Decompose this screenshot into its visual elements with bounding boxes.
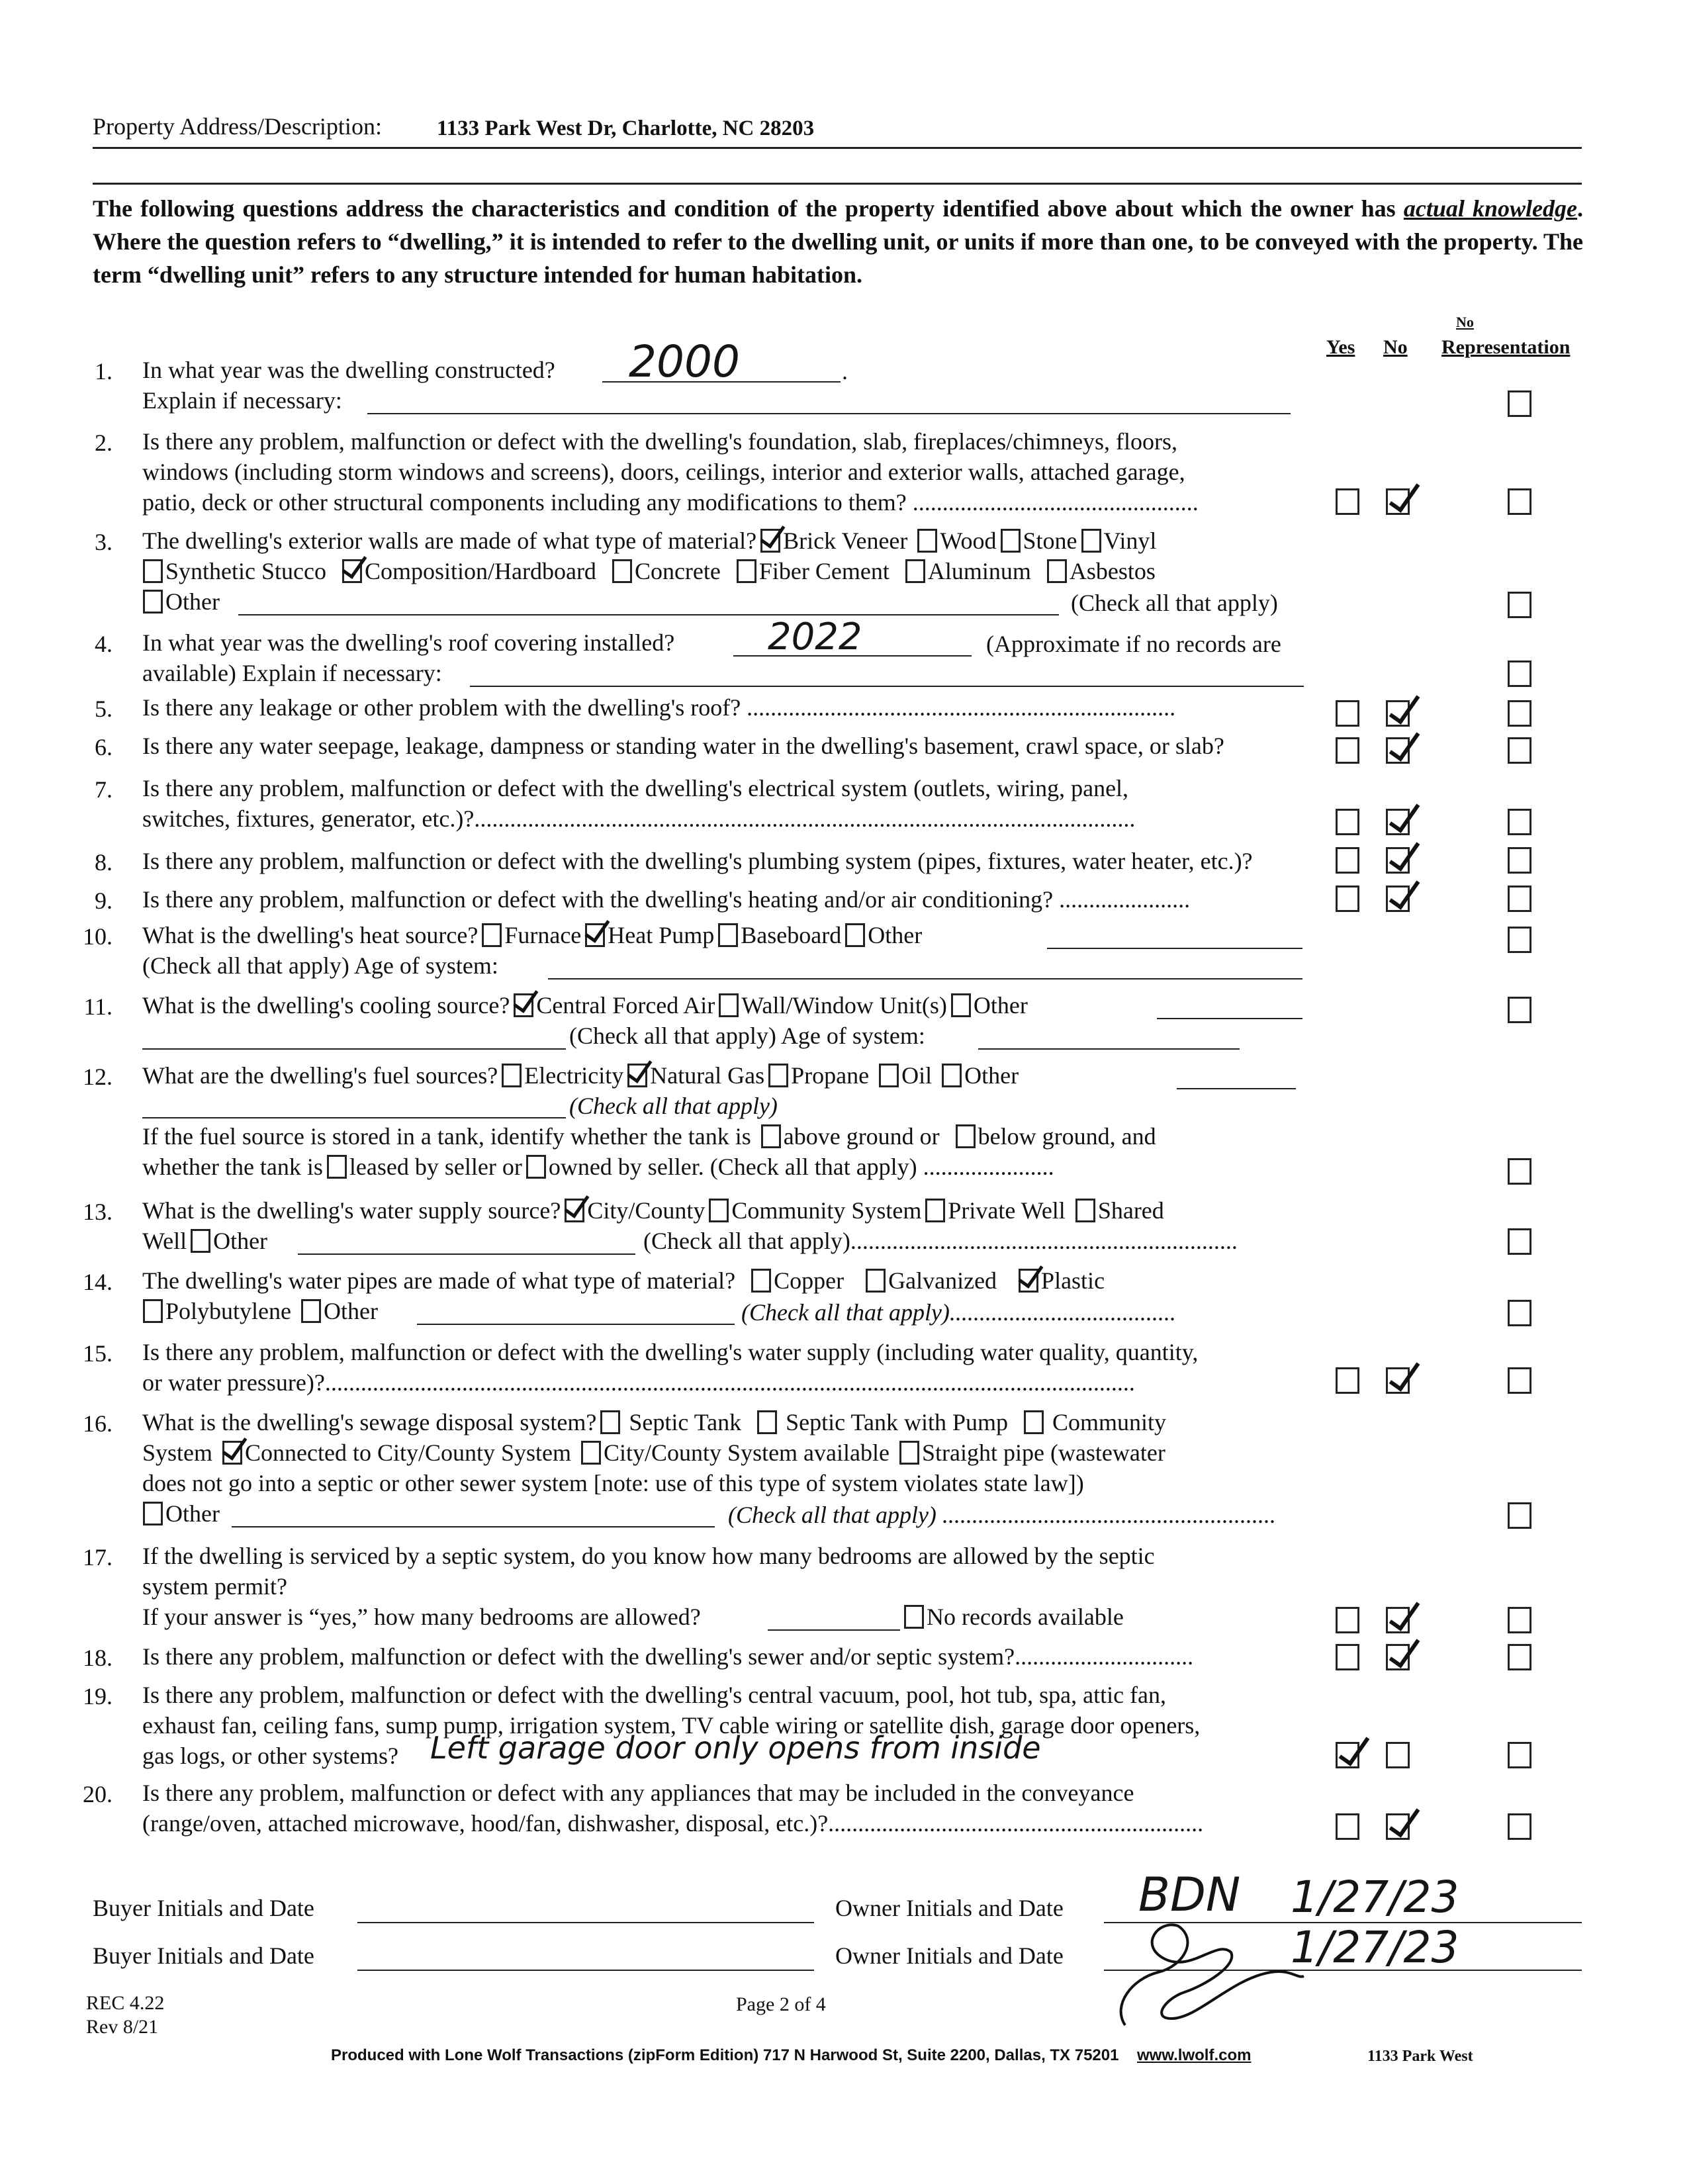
q13-num: 13. bbox=[83, 1199, 113, 1225]
q12-owned-label: owned by seller. (Check all that apply) ...................... bbox=[548, 1154, 1054, 1180]
q1-num: 1. bbox=[95, 358, 113, 385]
q16-septic-box[interactable] bbox=[600, 1410, 620, 1434]
q12-line4 bbox=[142, 1152, 1054, 1182]
q5-yes-box[interactable] bbox=[1336, 700, 1359, 727]
q17-norep-box[interactable] bbox=[1508, 1607, 1531, 1633]
q7-norep-box[interactable] bbox=[1508, 809, 1531, 835]
q14-poly-box[interactable] bbox=[143, 1299, 163, 1323]
q6-no-box[interactable] bbox=[1386, 737, 1410, 764]
header-rule bbox=[93, 147, 1582, 149]
q7-line1: Is there any problem, malfunction or defect with the dwelling's electrical system (outlets, wiring, panel, bbox=[142, 775, 1129, 801]
q11-line2: (Check all that apply) Age of system: bbox=[569, 1023, 925, 1049]
q16-num: 16. bbox=[83, 1410, 113, 1437]
address-value: 1133 Park West Dr, Charlotte, NC 28203 bbox=[437, 116, 815, 140]
q4-approx: (Approximate if no records are bbox=[986, 631, 1281, 657]
q7-line2: switches, fixtures, generator, etc.)?............................................................................................................... bbox=[142, 805, 1136, 832]
q12-other-label: Other bbox=[964, 1062, 1019, 1089]
q3-asbestos-box[interactable] bbox=[1047, 559, 1067, 583]
q12-gas-label: Natural Gas bbox=[650, 1062, 765, 1089]
q14-galv-box[interactable] bbox=[866, 1269, 886, 1293]
q12-norep-box[interactable] bbox=[1508, 1158, 1531, 1185]
q14-num: 14. bbox=[83, 1269, 113, 1295]
q12-elec-box[interactable] bbox=[502, 1064, 522, 1087]
q8-text: Is there any problem, malfunction or defect with the dwelling's plumbing system (pipes, fixtures, water heater, etc.)? bbox=[142, 848, 1253, 874]
page-number: Page 2 of 4 bbox=[736, 1993, 826, 2015]
q12-above-box[interactable] bbox=[761, 1124, 781, 1148]
q17-line2: system permit? bbox=[142, 1573, 287, 1600]
q10-line1 bbox=[142, 920, 922, 950]
q3-line2 bbox=[139, 556, 1156, 586]
q8-norep-box[interactable] bbox=[1508, 847, 1531, 874]
q16-line3: does not go into a septic or other sewer system [note: use of this type of system violates state law]) bbox=[142, 1470, 1084, 1496]
owner-initials-1: Owner Initials and Date bbox=[835, 1895, 1064, 1921]
q12-line1 bbox=[142, 1060, 1019, 1091]
q3-stone-label: Stone bbox=[1023, 527, 1077, 554]
q13-check: (Check all that apply)................................................................. bbox=[643, 1228, 1238, 1254]
q13-community-label: Community System bbox=[731, 1197, 922, 1224]
q3-check: (Check all that apply) bbox=[1071, 590, 1278, 616]
q15-num: 15. bbox=[83, 1340, 113, 1367]
q10-other-box[interactable] bbox=[845, 923, 865, 947]
q19-no-box[interactable] bbox=[1386, 1742, 1410, 1768]
q3-norep-box[interactable] bbox=[1508, 592, 1531, 618]
q10-age-line[interactable] bbox=[548, 978, 1302, 979]
q4-line2: available) Explain if necessary: bbox=[142, 660, 442, 686]
q11-other-label: Other bbox=[973, 992, 1028, 1019]
q2-line2: windows (including storm windows and screens), doors, ceilings, interior and exterior walls, attached garage, bbox=[142, 459, 1185, 485]
q11-other-line[interactable] bbox=[1157, 1018, 1302, 1019]
q12-oil-label: Oil bbox=[901, 1062, 933, 1089]
q16-cityavail-box[interactable] bbox=[581, 1441, 601, 1465]
q13-other-label: Other bbox=[213, 1228, 268, 1254]
address-label: Property Address/Description: bbox=[93, 113, 382, 140]
q7-num: 7. bbox=[95, 776, 113, 803]
q19-answer[interactable]: Left garage door only opens from inside bbox=[430, 1730, 1041, 1766]
q11-line1 bbox=[142, 990, 1028, 1021]
q13-other-line[interactable] bbox=[298, 1253, 635, 1255]
q11-age-line[interactable] bbox=[978, 1048, 1240, 1050]
q17-no-box[interactable] bbox=[1386, 1607, 1410, 1633]
q2-num: 2. bbox=[95, 430, 113, 456]
q15-line2: or water pressure)?........................................................................................................................................ bbox=[142, 1369, 1135, 1396]
buyer-initials-1-line[interactable] bbox=[357, 1922, 814, 1923]
q13-community-box[interactable] bbox=[709, 1199, 729, 1222]
q19-norep-box[interactable] bbox=[1508, 1742, 1531, 1768]
q4-norep-box[interactable] bbox=[1508, 660, 1531, 687]
q17-norecords-box[interactable] bbox=[904, 1605, 924, 1629]
q20-line2: (range/oven, attached microwave, hood/fan, dishwasher, disposal, etc.)?............................................................... bbox=[142, 1810, 1204, 1837]
q13-other-box[interactable] bbox=[191, 1229, 210, 1253]
q13-private-box[interactable] bbox=[925, 1199, 945, 1222]
q17-num: 17. bbox=[83, 1544, 113, 1570]
q12-whether-text: whether the tank is bbox=[142, 1154, 323, 1180]
q14-copper-label: Copper bbox=[774, 1267, 844, 1294]
q13-city-box[interactable] bbox=[565, 1199, 584, 1222]
q11-text: What is the dwelling's cooling source? bbox=[142, 992, 510, 1019]
q14-text: The dwelling's water pipes are made of what type of material? bbox=[142, 1267, 736, 1294]
q16-straight-label: Straight pipe (wastewater bbox=[921, 1439, 1165, 1466]
q3-stone-box[interactable] bbox=[1001, 529, 1021, 553]
q16-line2 bbox=[142, 1437, 1165, 1468]
q16-other-label: Other bbox=[165, 1500, 220, 1527]
q13-text: What is the dwelling's water supply source? bbox=[142, 1197, 561, 1224]
q16-line1 bbox=[142, 1407, 1166, 1437]
q16-text: What is the dwelling's sewage disposal system? bbox=[142, 1409, 597, 1435]
q16-connected-box[interactable] bbox=[222, 1441, 242, 1465]
q20-norep-box[interactable] bbox=[1508, 1813, 1531, 1840]
q12-below-box[interactable] bbox=[956, 1124, 976, 1148]
q16-other-box[interactable] bbox=[143, 1502, 163, 1525]
owner2-date[interactable]: 1/27/23 bbox=[1291, 1922, 1459, 1973]
col-norep: Representation bbox=[1441, 336, 1571, 358]
q12-other-line[interactable] bbox=[1177, 1088, 1296, 1089]
q13-city-label: City/County bbox=[587, 1197, 706, 1224]
q12-gas-box[interactable] bbox=[627, 1064, 647, 1087]
q18-no-box[interactable] bbox=[1386, 1644, 1410, 1670]
q9-yes-box[interactable] bbox=[1336, 886, 1359, 912]
q19-line3: gas logs, or other systems? bbox=[142, 1743, 398, 1769]
q3-concrete-box[interactable] bbox=[612, 559, 632, 583]
q17-norecords-label: No records available bbox=[927, 1604, 1124, 1630]
q16-system-label: System bbox=[142, 1439, 213, 1466]
file-name: 1133 Park West bbox=[1367, 2048, 1473, 2065]
q10-num: 10. bbox=[83, 923, 113, 950]
q13-norep-box[interactable] bbox=[1508, 1228, 1531, 1255]
q3-aluminum-label: Aluminum bbox=[927, 558, 1031, 584]
q16-line4 bbox=[139, 1498, 220, 1529]
q11-wall-label: Wall/Window Unit(s) bbox=[741, 992, 947, 1019]
intro-rule bbox=[93, 183, 1582, 185]
q10-line2: (Check all that apply) Age of system: bbox=[142, 952, 498, 979]
q12-line3 bbox=[142, 1121, 1156, 1152]
buyer-initials-2-line[interactable] bbox=[357, 1970, 814, 1971]
q3-comp-box[interactable] bbox=[342, 559, 362, 583]
q12-below-label: below ground, and bbox=[978, 1123, 1156, 1150]
q4-num: 4. bbox=[95, 631, 113, 657]
q5-num: 5. bbox=[95, 696, 113, 722]
q14-other-box[interactable] bbox=[301, 1299, 321, 1323]
q11-wall-box[interactable] bbox=[719, 993, 739, 1017]
q19-line1: Is there any problem, malfunction or defect with the dwelling's central vacuum, pool, hot tub, spa, attic fan, bbox=[142, 1682, 1167, 1708]
q18-yes-box[interactable] bbox=[1336, 1644, 1359, 1670]
q16-norep-box[interactable] bbox=[1508, 1502, 1531, 1529]
q17-line3: If your answer is “yes,” how many bedrooms are allowed? bbox=[142, 1604, 701, 1630]
q16-septic-label: Septic Tank bbox=[629, 1409, 742, 1435]
q11-other-line2[interactable] bbox=[142, 1048, 566, 1050]
q3-fiber-label: Fiber Cement bbox=[758, 558, 890, 584]
q18-norep-box[interactable] bbox=[1508, 1644, 1531, 1670]
q17-yes-box[interactable] bbox=[1336, 1607, 1359, 1633]
q12-other-line2[interactable] bbox=[142, 1117, 566, 1118]
q14-galv-label: Galvanized bbox=[888, 1267, 997, 1294]
q12-leased-label: leased by seller or bbox=[349, 1154, 522, 1180]
q12-propane-box[interactable] bbox=[768, 1064, 788, 1087]
q15-line1: Is there any problem, malfunction or defect with the dwelling's water supply (including water quality, quantity, bbox=[142, 1339, 1199, 1365]
q12-num: 12. bbox=[83, 1064, 113, 1090]
q18-text: Is there any problem, malfunction or defect with the dwelling's sewer and/or septic system?.............................. bbox=[142, 1643, 1194, 1670]
q19-line2: exhaust fan, ceiling fans, sump pump, irrigation system, TV cable wiring or satellite dish, garage door openers, bbox=[142, 1712, 1201, 1739]
q2-norep-box[interactable] bbox=[1508, 488, 1531, 515]
q6-norep-box[interactable] bbox=[1508, 737, 1531, 764]
q3-other-label: Other bbox=[165, 588, 220, 615]
q10-other-label: Other bbox=[868, 922, 923, 948]
intro-paragraph bbox=[93, 192, 1583, 291]
col-no: No bbox=[1383, 336, 1408, 358]
q14-plastic-label: Plastic bbox=[1041, 1267, 1105, 1294]
q10-baseboard-label: Baseboard bbox=[741, 922, 842, 948]
q16-community-label: Community bbox=[1052, 1409, 1166, 1435]
q8-num: 8. bbox=[95, 849, 113, 876]
q6-text: Is there any water seepage, leakage, dampness or standing water in the dwelling's basement, crawl space, or slab? bbox=[142, 733, 1224, 759]
q2-line3: patio, deck or other structural components including any modifications to them? ................................................ bbox=[142, 489, 1199, 516]
q3-stucco-label: Synthetic Stucco bbox=[165, 558, 326, 584]
col-yes: Yes bbox=[1326, 336, 1355, 358]
q3-stucco-box[interactable] bbox=[143, 559, 163, 583]
q4-explain-line[interactable] bbox=[470, 686, 1304, 687]
q14-other-line[interactable] bbox=[417, 1324, 735, 1325]
q3-text: The dwelling's exterior walls are made of what type of material? bbox=[142, 527, 757, 554]
q3-wood-box[interactable] bbox=[917, 529, 937, 553]
q10-other-line[interactable] bbox=[1047, 948, 1302, 949]
q11-other-box[interactable] bbox=[951, 993, 971, 1017]
q15-yes-box[interactable] bbox=[1336, 1367, 1359, 1394]
q11-central-label: Central Forced Air bbox=[536, 992, 715, 1019]
q10-baseboard-box[interactable] bbox=[718, 923, 738, 947]
q19-yes-box[interactable] bbox=[1336, 1742, 1359, 1768]
q10-heatpump-label: Heat Pump bbox=[608, 922, 715, 948]
q16-other-line[interactable] bbox=[232, 1526, 715, 1527]
q5-norep-box[interactable] bbox=[1508, 700, 1531, 727]
q3-line1 bbox=[142, 525, 1156, 556]
q12-above-label: above ground or bbox=[783, 1123, 940, 1150]
q17-line1: If the dwelling is serviced by a septic system, do you know how many bedrooms are allowed by the septic bbox=[142, 1543, 1155, 1569]
q3-other-line[interactable] bbox=[238, 614, 1059, 615]
q14-check: (Check all that apply)...................................... bbox=[741, 1299, 1176, 1326]
q12-tank-text: If the fuel source is stored in a tank, identify whether the tank is bbox=[142, 1123, 751, 1150]
q3-comp-label: Composition/Hardboard bbox=[364, 558, 596, 584]
produced-by: Produced with Lone Wolf Transactions (zipForm Edition) 717 N Harwood St, Suite 2200, Dallas, TX 75201 bbox=[331, 2046, 1119, 2064]
owner-initials-2: Owner Initials and Date bbox=[835, 1942, 1064, 1969]
q15-norep-box[interactable] bbox=[1508, 1367, 1531, 1394]
q16-septicpump-label: Septic Tank with Pump bbox=[786, 1409, 1008, 1435]
q6-yes-box[interactable] bbox=[1336, 737, 1359, 764]
q3-brick-label: Brick Veneer bbox=[783, 527, 908, 554]
q13-shared-label: Shared bbox=[1097, 1197, 1164, 1224]
q16-community-box[interactable] bbox=[1024, 1410, 1044, 1434]
q9-text: Is there any problem, malfunction or defect with the dwelling's heating and/or air conditioning? ...................... bbox=[142, 886, 1191, 913]
q3-vinyl-label: Vinyl bbox=[1103, 527, 1157, 554]
q6-num: 6. bbox=[95, 734, 113, 760]
q3-fiber-box[interactable] bbox=[737, 559, 756, 583]
q1-answer[interactable]: 2000 bbox=[629, 336, 740, 387]
q15-no-box[interactable] bbox=[1386, 1367, 1410, 1394]
q9-num: 9. bbox=[95, 887, 113, 914]
owner1-initials[interactable]: BDN bbox=[1138, 1868, 1241, 1922]
q1-text: In what year was the dwelling constructed? bbox=[142, 357, 555, 383]
q3-num: 3. bbox=[95, 529, 113, 555]
q16-cityavail-label: City/County System available bbox=[604, 1439, 890, 1466]
q10-heatpump-box[interactable] bbox=[585, 923, 605, 947]
q5-no-box[interactable] bbox=[1386, 700, 1410, 727]
q12-owned-box[interactable] bbox=[526, 1155, 546, 1179]
q13-line2 bbox=[142, 1226, 267, 1256]
q4-answer[interactable]: 2022 bbox=[768, 615, 862, 659]
q14-norep-box[interactable] bbox=[1508, 1300, 1531, 1326]
q7-no-box[interactable] bbox=[1386, 809, 1410, 835]
q11-num: 11. bbox=[83, 993, 113, 1020]
q10-furnace-box[interactable] bbox=[482, 923, 502, 947]
q3-vinyl-box[interactable] bbox=[1081, 529, 1101, 553]
q11-central-box[interactable] bbox=[514, 993, 533, 1017]
q12-text: What are the dwelling's fuel sources? bbox=[142, 1062, 498, 1089]
q4-text: In what year was the dwelling's roof covering installed? bbox=[142, 629, 675, 656]
q17-norecords bbox=[900, 1602, 1124, 1632]
q14-plastic-box[interactable] bbox=[1019, 1269, 1038, 1293]
q13-well-label: Well bbox=[142, 1228, 187, 1254]
q3-wood-label: Wood bbox=[940, 527, 997, 554]
q13-private-label: Private Well bbox=[948, 1197, 1066, 1224]
q14-poly-label: Polybutylene bbox=[165, 1298, 291, 1324]
col-norep-top: No bbox=[1456, 314, 1474, 330]
form-code: REC 4.22 bbox=[86, 1992, 165, 2014]
q3-aluminum-box[interactable] bbox=[905, 559, 925, 583]
q14-line2 bbox=[139, 1296, 378, 1326]
q20-no-box[interactable] bbox=[1386, 1813, 1410, 1840]
q20-num: 20. bbox=[83, 1781, 113, 1807]
q1-norep-box[interactable] bbox=[1508, 390, 1531, 417]
q5-text: Is there any leakage or other problem with the dwelling's roof? ........................................................................ bbox=[142, 694, 1176, 721]
q1-period: . bbox=[842, 358, 848, 385]
q2-no-box[interactable] bbox=[1386, 488, 1410, 515]
q11-norep-box[interactable] bbox=[1508, 997, 1531, 1023]
intro-actual-knowledge: actual knowledge bbox=[1403, 195, 1578, 222]
q8-no-box[interactable] bbox=[1386, 847, 1410, 874]
q12-oil-box[interactable] bbox=[879, 1064, 899, 1087]
q20-line1: Is there any problem, malfunction or defect with any appliances that may be included in the conveyance bbox=[142, 1780, 1134, 1806]
q9-norep-box[interactable] bbox=[1508, 886, 1531, 912]
buyer-initials-2: Buyer Initials and Date bbox=[93, 1942, 314, 1969]
q12-elec-label: Electricity bbox=[524, 1062, 624, 1089]
q3-other-box[interactable] bbox=[143, 590, 163, 614]
q10-furnace-label: Furnace bbox=[504, 922, 582, 948]
owner2-signature-scribble bbox=[1099, 1913, 1310, 2038]
q3-line3 bbox=[139, 586, 220, 617]
q7-yes-box[interactable] bbox=[1336, 809, 1359, 835]
q16-straight-box[interactable] bbox=[899, 1441, 919, 1465]
q2-yes-box[interactable] bbox=[1336, 488, 1359, 515]
q8-yes-box[interactable] bbox=[1336, 847, 1359, 874]
q12-check: (Check all that apply) bbox=[569, 1093, 778, 1119]
q19-num: 19. bbox=[83, 1683, 113, 1709]
q13-line1 bbox=[142, 1195, 1164, 1226]
q14-line1 bbox=[142, 1265, 1105, 1296]
q16-connected-label: Connected to City/County System bbox=[245, 1439, 572, 1466]
q10-norep-box[interactable] bbox=[1508, 927, 1531, 953]
q3-brick-box[interactable] bbox=[760, 529, 780, 553]
q14-copper-box[interactable] bbox=[751, 1269, 771, 1293]
intro-text-2: . Where the question refers to “dwelling,” it is intended to refer to the dwelling unit, or units if more than one, to be conveyed with the property. The term “dwelling unit” refers to any structure intended for human habitation. bbox=[93, 195, 1584, 288]
q3-asbestos-label: Asbestos bbox=[1069, 558, 1156, 584]
q13-shared-box[interactable] bbox=[1075, 1199, 1095, 1222]
intro-text-1: The following questions address the characteristics and condition of the property identified above about which the owner has bbox=[93, 195, 1396, 222]
q10-text: What is the dwelling's heat source? bbox=[142, 922, 479, 948]
lwolf-link[interactable]: www.lwolf.com bbox=[1137, 2046, 1252, 2064]
q16-septicpump-box[interactable] bbox=[757, 1410, 777, 1434]
q3-concrete-label: Concrete bbox=[634, 558, 721, 584]
q14-other-label: Other bbox=[323, 1298, 378, 1324]
form-rev: Rev 8/21 bbox=[86, 2016, 159, 2038]
q12-leased-box[interactable] bbox=[327, 1155, 347, 1179]
q9-no-box[interactable] bbox=[1386, 886, 1410, 912]
owner1-date[interactable]: 1/27/23 bbox=[1291, 1872, 1459, 1923]
q1-line2: Explain if necessary: bbox=[142, 387, 342, 414]
q17-bedrooms-line[interactable] bbox=[768, 1629, 900, 1631]
buyer-initials-1: Buyer Initials and Date bbox=[93, 1895, 314, 1921]
q16-check: (Check all that apply) ........................................................ bbox=[728, 1502, 1276, 1528]
q1-explain-line[interactable] bbox=[367, 413, 1291, 414]
q20-yes-box[interactable] bbox=[1336, 1813, 1359, 1840]
q12-other-box[interactable] bbox=[942, 1064, 962, 1087]
q12-propane-label: Propane bbox=[791, 1062, 870, 1089]
q18-num: 18. bbox=[83, 1645, 113, 1671]
q2-line1: Is there any problem, malfunction or defect with the dwelling's foundation, slab, fireplaces/chimneys, floors, bbox=[142, 428, 1178, 455]
